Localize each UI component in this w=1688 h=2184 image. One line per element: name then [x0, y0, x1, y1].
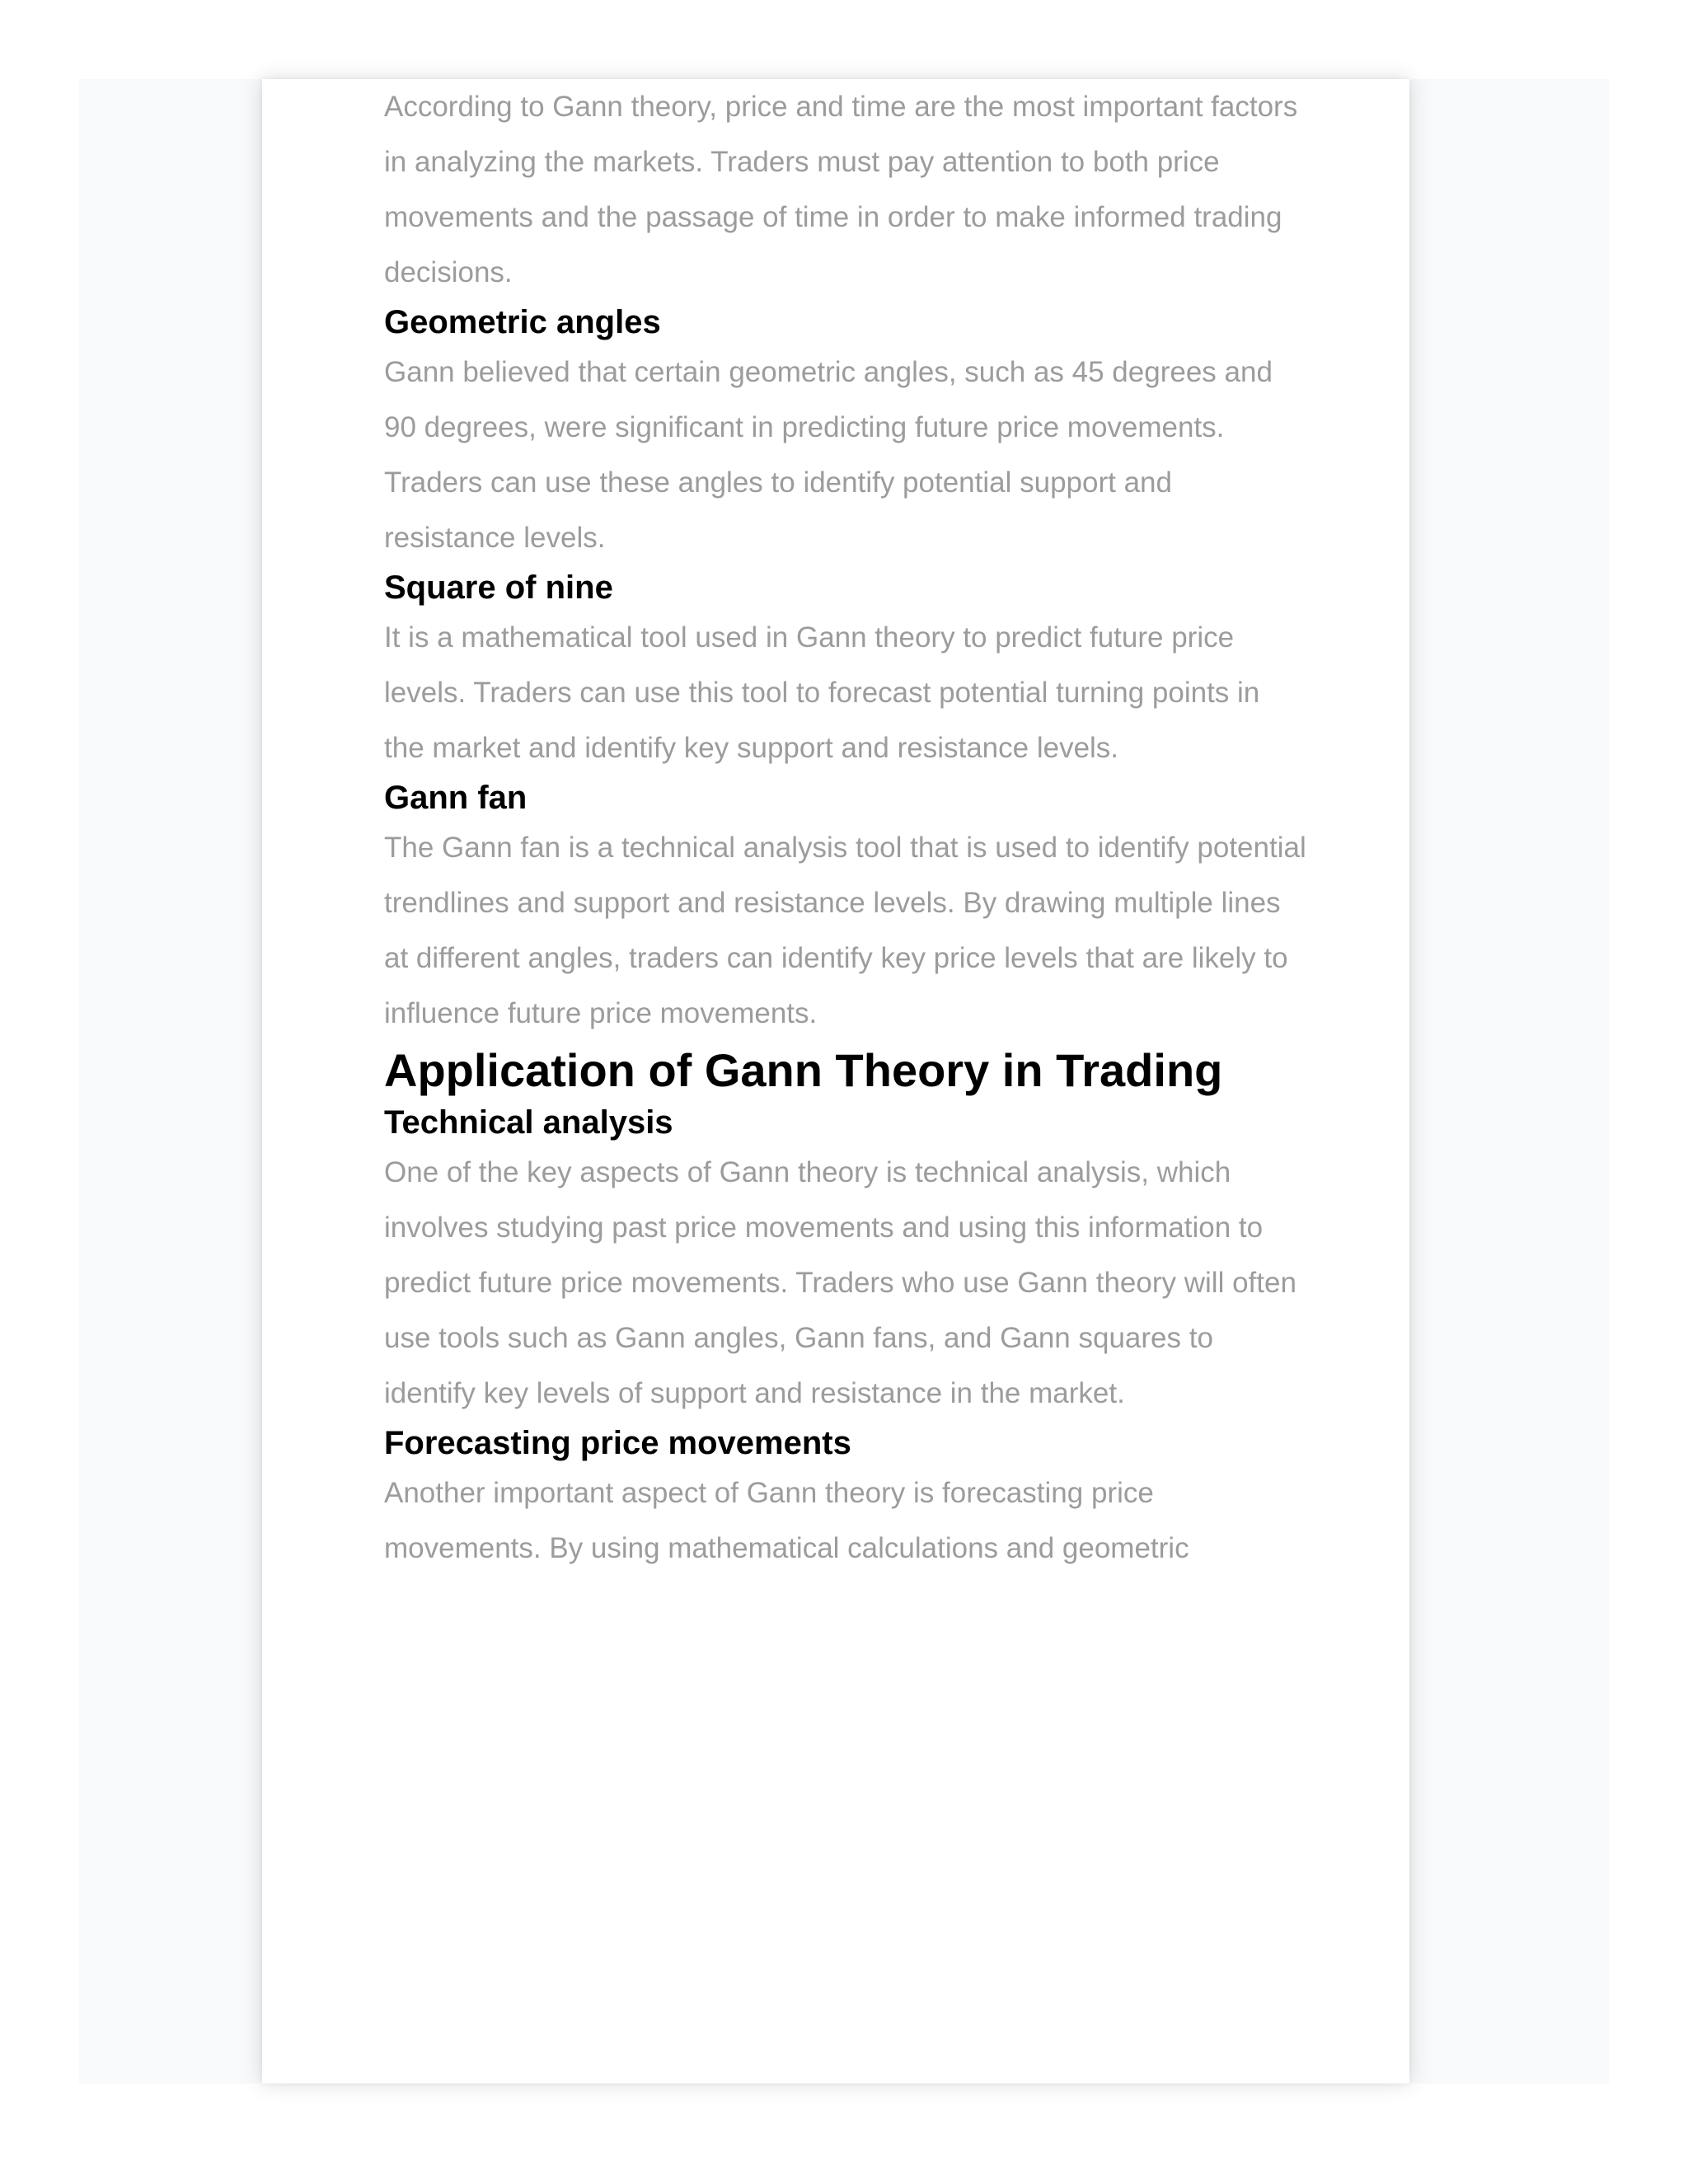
intro-paragraph: According to Gann theory, price and time are the most important factors in analyzing the markets. Traders must pay attention to both price movements and the passage of time in order to make informed trading decisions. [384, 91, 1298, 288]
article-content [384, 79, 1307, 1576]
paragraph-geometric-angles: Gann believed that certain geometric angles, such as 45 degrees and 90 degrees, were significant in predicting future price movements. Traders can use these angles to identify potential support and resistance levels. [384, 356, 1273, 554]
paragraph-forecasting-price-movements: Another important aspect of Gann theory is forecasting price movements. By using mathematical calculations and geometric [384, 1477, 1189, 1564]
heading-gann-fan: Gann fan [384, 780, 528, 816]
heading-square-of-nine: Square of nine [384, 569, 613, 606]
paragraph-gann-fan: The Gann fan is a technical analysis tool that is used to identify potential trendlines and support and resistance levels. By drawing multiple lines at different angles, traders can identify key price levels that are likely to influence future price movements. [384, 832, 1306, 1029]
heading-application-of-gann-theory: Application of Gann Theory in Trading [384, 1044, 1223, 1096]
document-page [262, 79, 1409, 2083]
paragraph-technical-analysis: One of the key aspects of Gann theory is technical analysis, which involves studying past price movements and using this information to predict future price movements. Traders who use Gann theory will often use tools such as Gann angles, Gann fans, and Gann squares to identify key levels of support and resistance in the market. [384, 1156, 1296, 1409]
heading-technical-analysis: Technical analysis [384, 1104, 673, 1141]
heading-geometric-angles: Geometric angles [384, 304, 661, 340]
paragraph-square-of-nine: It is a mathematical tool used in Gann theory to predict future price levels. Traders can use this tool to forecast potential turning points in the market and identify key support and resistance levels. [384, 621, 1260, 764]
heading-forecasting-price-movements: Forecasting price movements [384, 1425, 851, 1461]
